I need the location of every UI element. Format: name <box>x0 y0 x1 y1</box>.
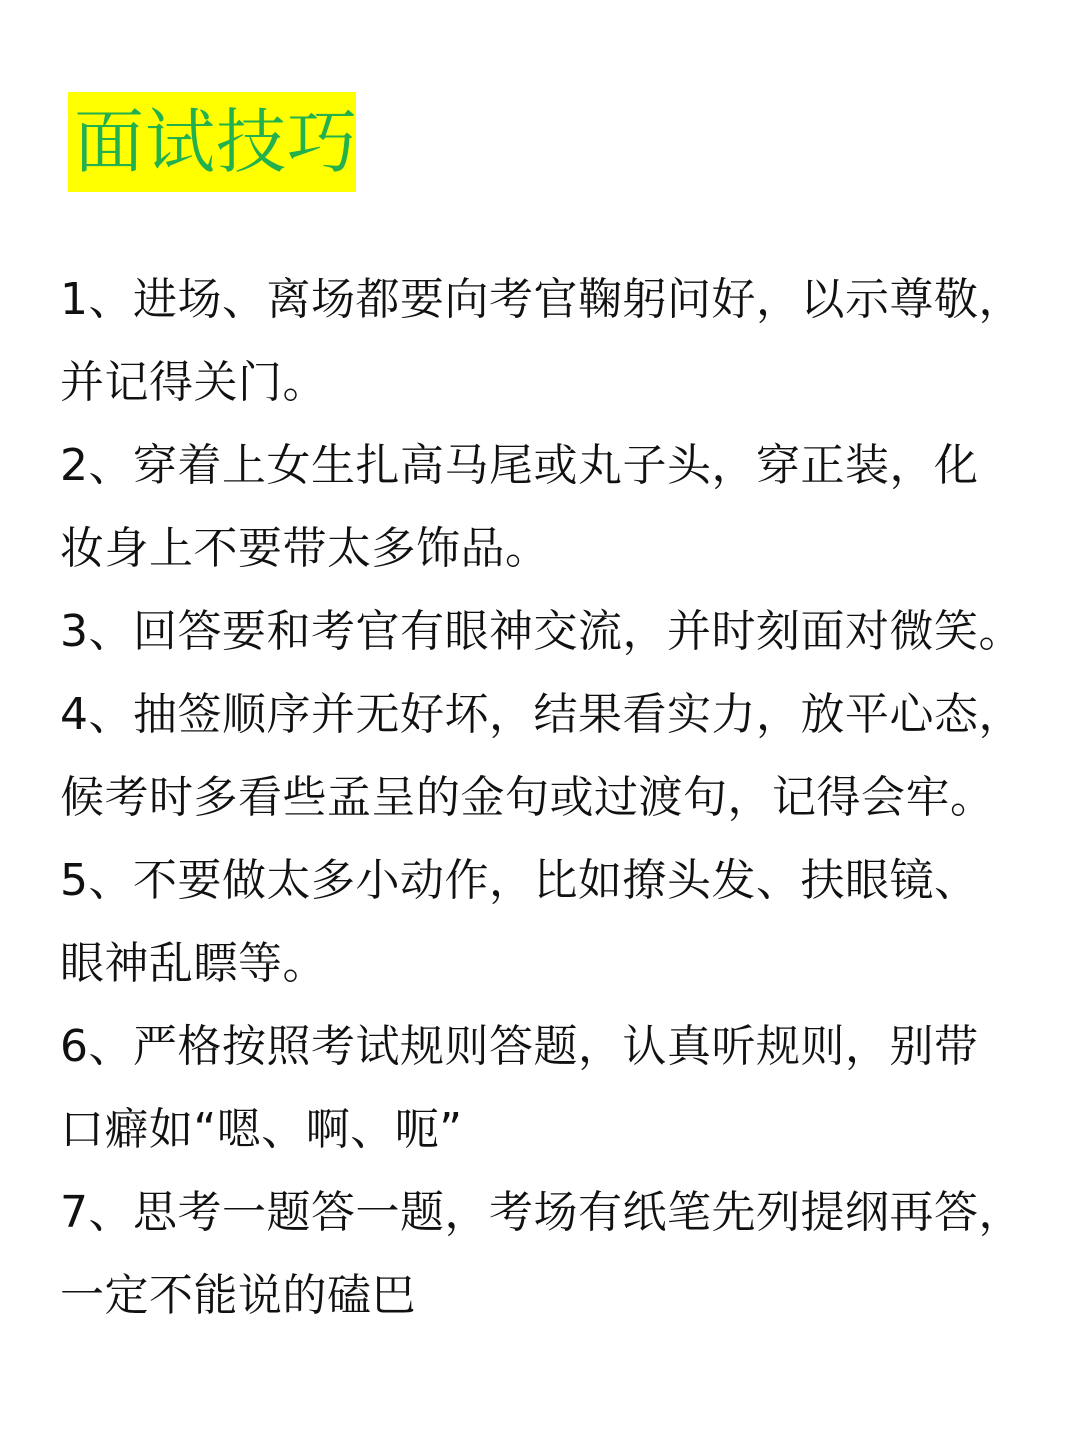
tip-line: 眼神乱瞟等。 <box>60 938 327 989</box>
tips-list <box>60 258 1040 1337</box>
tip-line: 候考时多看些孟呈的金句或过渡句，记得会牢。 <box>60 772 995 823</box>
tip-line: 3、回答要和考官有眼神交流，并时刻面对微笑。 <box>60 606 1023 657</box>
tip-line: 妆身上不要带太多饰品。 <box>60 523 550 574</box>
tip-line: 6、严格按照考试规则答题，认真听规则，别带 <box>60 1021 979 1072</box>
tip-line: 并记得关门。 <box>60 357 327 408</box>
tip-line: 1、进场、离场都要向考官鞠躬问好，以示尊敬， <box>60 274 1023 325</box>
tip-line: 口癖如“嗯、啊、呃” <box>60 1104 463 1155</box>
tip-line: 4、抽签顺序并无好坏，结果看实力，放平心态， <box>60 689 1023 740</box>
tip-line: 2、穿着上女生扎高马尾或丸子头，穿正装，化 <box>60 440 979 491</box>
title-highlight <box>68 92 356 192</box>
page-title: 面试技巧 <box>74 101 358 183</box>
tip-line: 7、思考一题答一题，考场有纸笔先列提纲再答， <box>60 1187 1023 1238</box>
tip-line: 一定不能说的磕巴 <box>60 1270 416 1321</box>
tip-line: 5、不要做太多小动作，比如撩头发、扶眼镜、 <box>60 855 979 906</box>
